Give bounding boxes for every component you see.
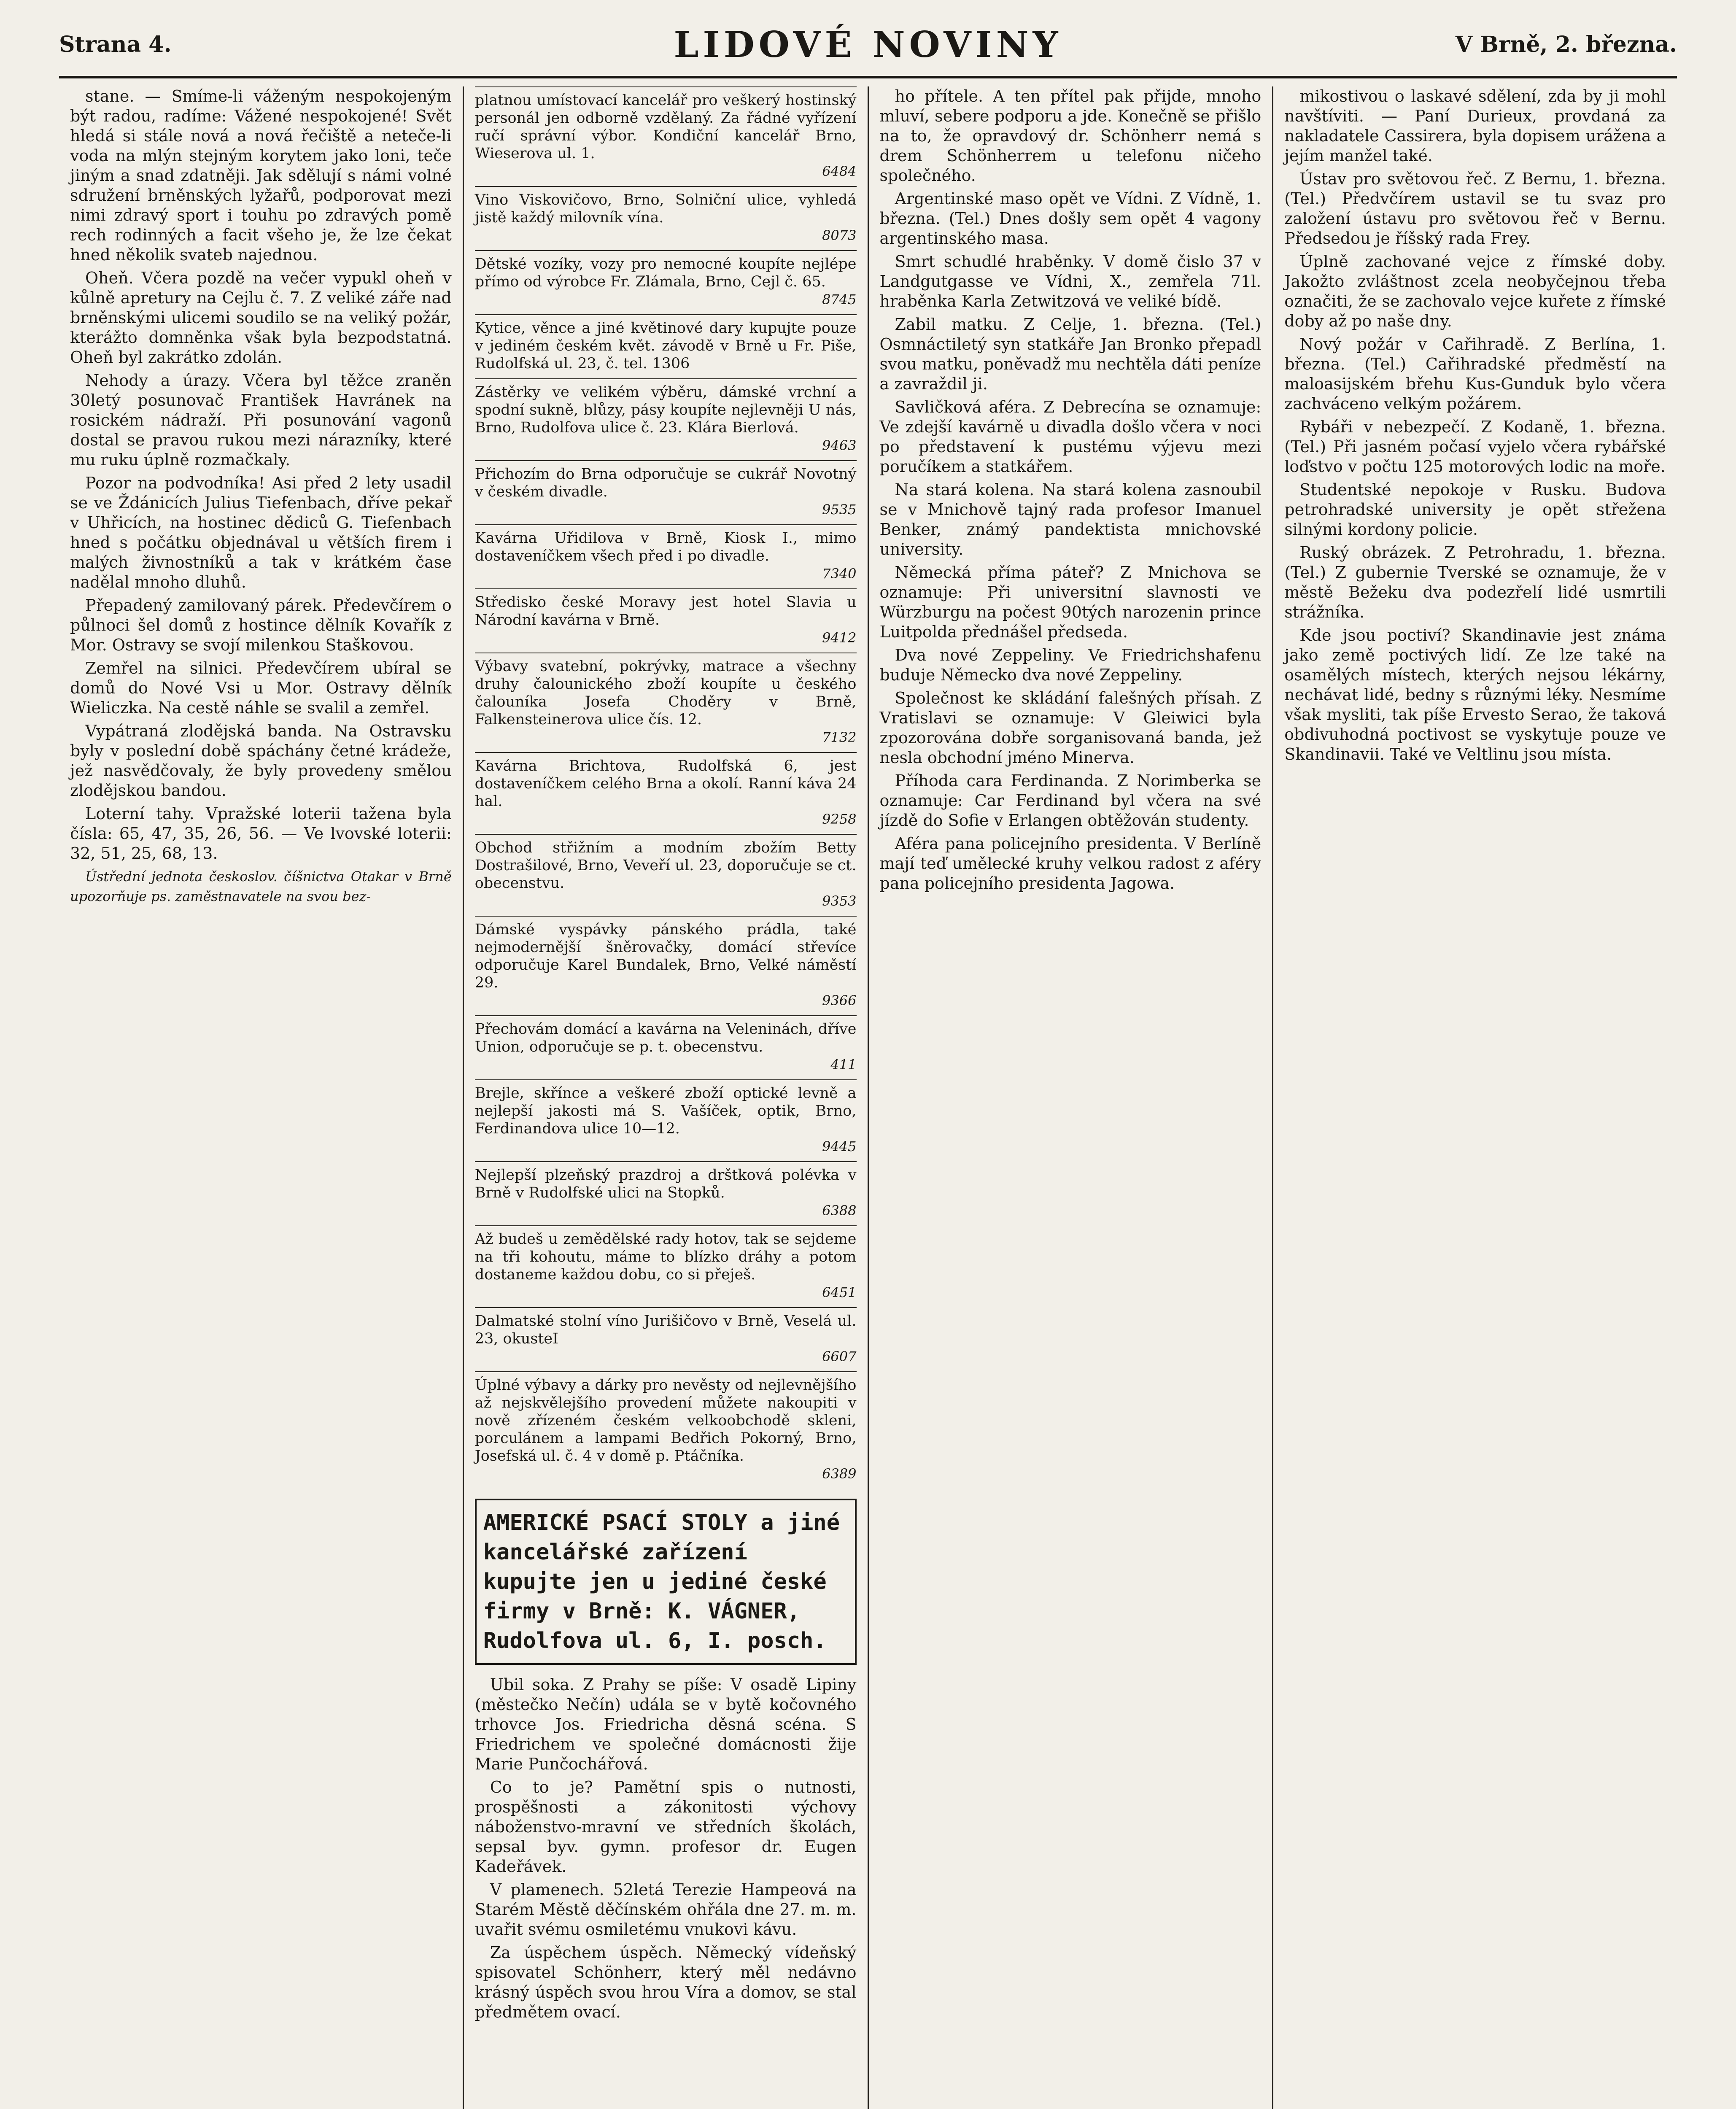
article: Loterní tahy. Vpražské loterii tažena byla čísla: 65, 47, 35, 26, 56. — Ve lvovské loterii: 32, 51, 25, 68, 13. [70,804,452,863]
article: mikostivou o laskavé sdělení, zda by ji mohl navštíviti. — Paní Durieux, provdaná za nakladatele Cassirera, byla dopisem urážena a jejím manžel také. [1284,87,1666,165]
ad-text: Středisko české Moravy jest hotel Slavia u Národní kavárna v Brně. [474,594,857,628]
issue-date: V Brně, 2. března. [1455,31,1677,57]
article: Společnost ke skládání falešných přísah. Z Vratislavi se oznamuje: V Gleiwici byla zpozorována dobře sorganisovaná banda, jež nesla obchodní jméno Minerva. [879,689,1262,767]
ad-text: Zástěrky ve velikém výběru, dámské vrchní a spodní sukně, blůzy, pásy koupíte nejlevněji U nás, Brno, Rudolfova ulice č. 23. Klára Bierlová. [474,384,857,436]
classified-ad [475,1225,857,1307]
ad-number: 6484 [822,163,857,179]
classified-ad [475,1015,857,1079]
footer-line: Ústřední jednota českoslov. číšnictva Otakar v Brně upozorňuje ps. zaměstnavatele na svou bez- [70,868,452,904]
classified-ad [475,186,857,250]
article: Zemřel na silnici. Předevčírem ubíral se domů do Nové Vsi u Mor. Ostravy dělník Wieliczka. Na cestě náhle se svalil a zemřel. [70,659,452,717]
article: Pozor na podvodníka! Asi před 2 lety usadil se ve Ždánicích Julius Tiefenbach, dříve pekař v Uhřicích, na hostinec dědiců G. Tiefenbach hned s počátku objednával u větších firem i malých živnostníků a tak v krátkém čase nadělal mnoho dluhů. [70,474,452,591]
article: Nehody a úrazy. Včera byl těžce zraněn 30letý posunovač František Havránek na rosickém nádraží. Při posunování vagonů dostal se pravou rukou mezi nárazníky, které mu ruku úplně rozmačkaly. [70,371,452,469]
ad-text: Dětské vozíky, vozy pro nemocné koupíte nejlépe přímo od výrobce Fr. Zlámala, Brno, Cejl č. 65. [474,256,857,290]
ad-number: 7340 [822,566,857,582]
classified-ad [475,378,857,460]
ad-text: Vino Viskovičovo, Brno, Solniční ulice, vyhledá jistě každý milovník vína. [474,191,857,226]
ad-text: Obchod střižním a modním zbožím Betty Dostrašilové, Brno, Veveří ul. 23, doporučuje se ct. obecenstvu. [474,839,857,892]
article: Studentské nepokoje v Rusku. Budova petrohradské university je opět střežena silnými kordony policie. [1284,480,1666,539]
article: Příhoda cara Ferdinanda. Z Norimberka se oznamuje: Car Ferdinand byl včera na své jízdě do Sofie v Erlangen obtěžován studenty. [879,771,1262,830]
ad-text: Brejle, skřínce a veškeré zboží optické levně a nejlepší jakosti má S. Vašíček, optik, Brno, Ferdinandova ulice 10—12. [474,1085,857,1137]
classified-ad [475,916,857,1015]
ad-number: 411 [830,1057,857,1073]
furniture-advert: AMERICKÉ PSACÍ STOLY a jiné kancelářské zařízení kupujte jen u jediné české firmy v Brně: K. VÁGNER, Rudolfova ul. 6, I. posch. [475,1499,857,1665]
classified-ad [475,250,857,314]
ad-number: 9445 [822,1138,857,1154]
classified-ad [475,524,857,588]
ad-number: 8745 [822,291,857,307]
ad-number: 6389 [822,1466,857,1482]
classified-ad [475,460,857,524]
article-columns [59,86,1677,2109]
article: Rybáři v nebezpečí. Z Kodaně, 1. března. (Tel.) Při jasném počasí vyjelo včera rybářské loďstvo v počtu 125 motorových lodic na moře. [1284,418,1666,476]
classified-ad [475,86,857,186]
ad-text: Až budeš u zemědělské rady hotov, tak se sejdeme na tři kohoutu, máme to blízko dráhy a potom dostaneme každou dobu, co si přeješ. [474,1231,857,1283]
ad-number: 9366 [822,992,857,1009]
classified-ad [475,588,857,653]
article: Zabil matku. Z Celje, 1. března. (Tel.) Osmnáctiletý syn statkáře Jan Bronko přepadl svou matku, poněvadž mu nechtěla dáti peníze a zavraždil ji. [879,315,1262,393]
classified-ad [475,752,857,834]
article: Co to je? Pamětní spis o nutnosti, prospěšnosti a zákonitosti výchovy náboženstvo-mravní ve středních školách, sepsal byv. gymn. profesor dr. Eugen Kadeřávek. [474,1778,857,1876]
column-3 [869,86,1274,2109]
page-number: Strana 4. [59,31,172,57]
classified-ad [475,1307,857,1371]
ads-block [475,86,857,1489]
article: Argentinské maso opět ve Vídni. Z Vídně, 1. března. (Tel.) Dnes došly sem opět 4 vagony argentinského masa. [879,189,1262,248]
ad-number: 9258 [822,811,857,827]
ad-number: 9463 [822,437,857,453]
ad-number: 8073 [822,227,857,243]
article: Ruský obrázek. Z Petrohradu, 1. března. (Tel.) Z gubernie Tverské se oznamuje, že v městě Bežeku dva podezřelí lidé usmrtili strážníka. [1284,543,1666,621]
column-4 [1273,86,1677,2109]
ad-text: Přechovám domácí a kavárna na Veleninách, dříve Union, odporučuje se p. t. obecenstvu. [474,1021,857,1055]
article: Oheň. Včera pozdě na večer vypukl oheň v kůlně apretury na Cejlu č. 7. Z veliké záře nad brněnskými ulicemi soudilo se na veliký požár, kterážto domněnka však byla bezpodstatná. Oheň byl zakrátko zdolán. [70,269,452,367]
article: Přepadený zamilovaný párek. Předevčírem o půlnoci šel domů z hostince dělník Kovařík z Mor. Ostravy se svojí milenkou Staškovou. [70,596,452,654]
ad-number: 6451 [822,1284,857,1300]
article: Ubil soka. Z Prahy se píše: V osadě Lipiny (městečko Nečín) udála se v bytě kočovného trhovce Jos. Friedricha děsná scéna. S Friedrichem ve společné domácnosti žije Marie Punčochářová. [474,1675,857,1773]
ad-number: 9412 [822,630,857,646]
article: Ústav pro světovou řeč. Z Bernu, 1. března. (Tel.) Předvčírem ustavil se tu svaz pro založení ústavu pro světovou řeč v Bernu. Předsedou je říšský rada Frey. [1284,170,1666,248]
ad-text: Úplné výbavy a dárky pro nevěsty od nejlevnějšího až nejskvělejšího provedení můžete nakoupiti v nově zřízeném českém velkoobchodě skleni, porculánem a lampami Bedřich Pokorný, Brno, Josefská ul. č. 4 v domě p. Ptáčníka. [474,1377,857,1464]
ad-number: 6388 [822,1203,857,1219]
masthead [59,13,1677,78]
article: Za úspěchem úspěch. Německý vídeňský spisovatel Schönherr, který měl nedávno krásný úspěch svou hrou Víra a domov, se stal předmětem ovací. [474,1943,857,2021]
ad-text: Výbavy svatební, pokrývky, matrace a všechny druhy čalounického zboží koupíte u českého čalouníka Josefa Choděry v Brně, Falkensteinerova ulice čís. 12. [474,658,857,728]
article: Nový požár v Cařihradě. Z Berlína, 1. března. (Tel.) Cařihradské předměstí na maloasijském břehu Kus-Gunduk bylo včera zachváceno velkým požárem. [1284,335,1666,413]
ad-text: Nejlepší plzeňský prazdroj a drštková polévka v Brně v Rudolfské ulici na Stopků. [474,1167,857,1201]
column-1 [59,86,464,2109]
ad-number: 7132 [822,729,857,745]
classified-ad [475,834,857,916]
article: Na stará kolena. Na stará kolena zasnoubil se v Mnichově tajný rada profesor Imanuel Benker, známý pandektista mnichovské university. [879,480,1262,558]
ad-text: Dámské vyspávky pánského prádla, také nejmodernější šněrovačky, domácí střevíce odporučuje Karel Bundalek, Brno, Velké náměstí 29. [474,921,857,991]
ad-text: Dalmatské stolní víno Jurišičovo v Brně, Veselá ul. 23, okusteI [474,1313,857,1347]
ad-text: Kavárna Uřidilova v Brně, Kiosk I., mimo dostaveníčkem všech před i po divadle. [474,530,857,564]
article: Německá příma páteř? Z Mnichova se oznamuje: Při universitní slavnosti ve Würzburgu na počest 90tých narozenin prince Luitpolda přednášel předseda. [879,563,1262,641]
ad-number: 9353 [822,893,857,909]
article: stane. — Smíme-li váženým nespokojeným být radou, radíme: Vážené nespokojené! Svět hledá si stále nová a nová řečiště a neteče-li voda na mlýn stejným korytem jako loni, teče jiným a snad zdatněji. Jak sdělují s námi volné sdružení brněnských lyžařů, podporovat mezi nimi zdravý sport i touhu po zdravých pomě rech rodinných a facit všeho je, že lze čekat hned několik svateb najednou. [70,87,452,264]
article: Savličková aféra. Z Debrecína se oznamuje: Ve zdejší kavárně u divadla došlo včera v noci po představení k pustému výjevu mezi poručíkem a statkářem. [879,398,1262,476]
ad-text: platnou umístovací kancelář pro veškerý hostinský personál jen odborně vzdělaný. Za řádné vyřízení ručí správní výbor. Kondiční kancelář Brno, Wieserova ul. 1. [474,92,857,162]
classified-ad [475,653,857,752]
ad-text: Kavárna Brichtova, Rudolfská 6, jest dostaveníčkem celého Brna a okolí. Ranní káva 24 hal. [474,758,857,810]
ad-number: 6607 [822,1348,857,1365]
article: Úplně zachované vejce z římské doby. Jakožto zvláštnost zcela neobyčejnou třeba označiti, že se zachovalo vejce kuřete z římské doby až po naše dny. [1284,252,1666,330]
classified-ad [475,314,857,378]
article: ho přítele. A ten přítel pak přijde, mnoho mluví, sebere podporu a jde. Konečně se přišlo na to, že opravdový dr. Schönherr nemá s drem Schönherrem u telefonu ničeho společného. [879,87,1262,185]
article: Vypátraná zlodějská banda. Na Ostravsku byly v poslední době spáchány četné krádeže, jež nasvědčovaly, že byly provedeny smělou zlodějskou bandou. [70,722,452,800]
ad-number: 9535 [822,502,857,518]
article: Aféra pana policejního presidenta. V Berlíně mají teď umělecké kruhy velkou radost z aféry pana policejního presidenta Jagowa. [879,834,1262,893]
newspaper-title: LIDOVÉ NOVINY [674,23,1062,65]
classified-ad [475,1079,857,1161]
article: Dva nové Zeppeliny. Ve Friedrichshafenu buduje Německo dva nové Zeppeliny. [879,646,1262,684]
article: Smrt schudlé hraběnky. V domě čislo 37 v Landgutgasse ve Vídni, X., zemřela 71l. hraběnka Karla Zetwitzová ve veliké bídě. [879,252,1262,310]
ad-text: Přichozím do Brna odporučuje se cukrář Novotný v českém divadle. [474,466,857,500]
article: Kde jsou poctiví? Skandinavie jest známa jako země poctivých lidí. Ze lze také na osamělých místech, kterých nejsou lékárny, nechávat lidé, bedny s různými léky. Nesmíme však mysliti, tak píše Ervesto Serao, že taková obdivuhodná poctivost se vyskytuje pouze ve Skandinavii. Také ve Veltlinu jsou místa. [1284,626,1666,763]
classified-ad [475,1371,857,1489]
ad-text: Kytice, věnce a jiné květinové dary kupujte pouze v jediném českém květ. závodě v Brně u Fr. Piše, Rudolfská ul. 23, č. tel. 1306 [474,320,857,372]
classified-ad [475,1161,857,1225]
column-2 [464,86,869,2109]
article: V plamenech. 52letá Terezie Hampeová na Starém Městě děčínském ohřála dne 27. m. m. uvařit svému osmiletému vnukovi kávu. [474,1880,857,1939]
